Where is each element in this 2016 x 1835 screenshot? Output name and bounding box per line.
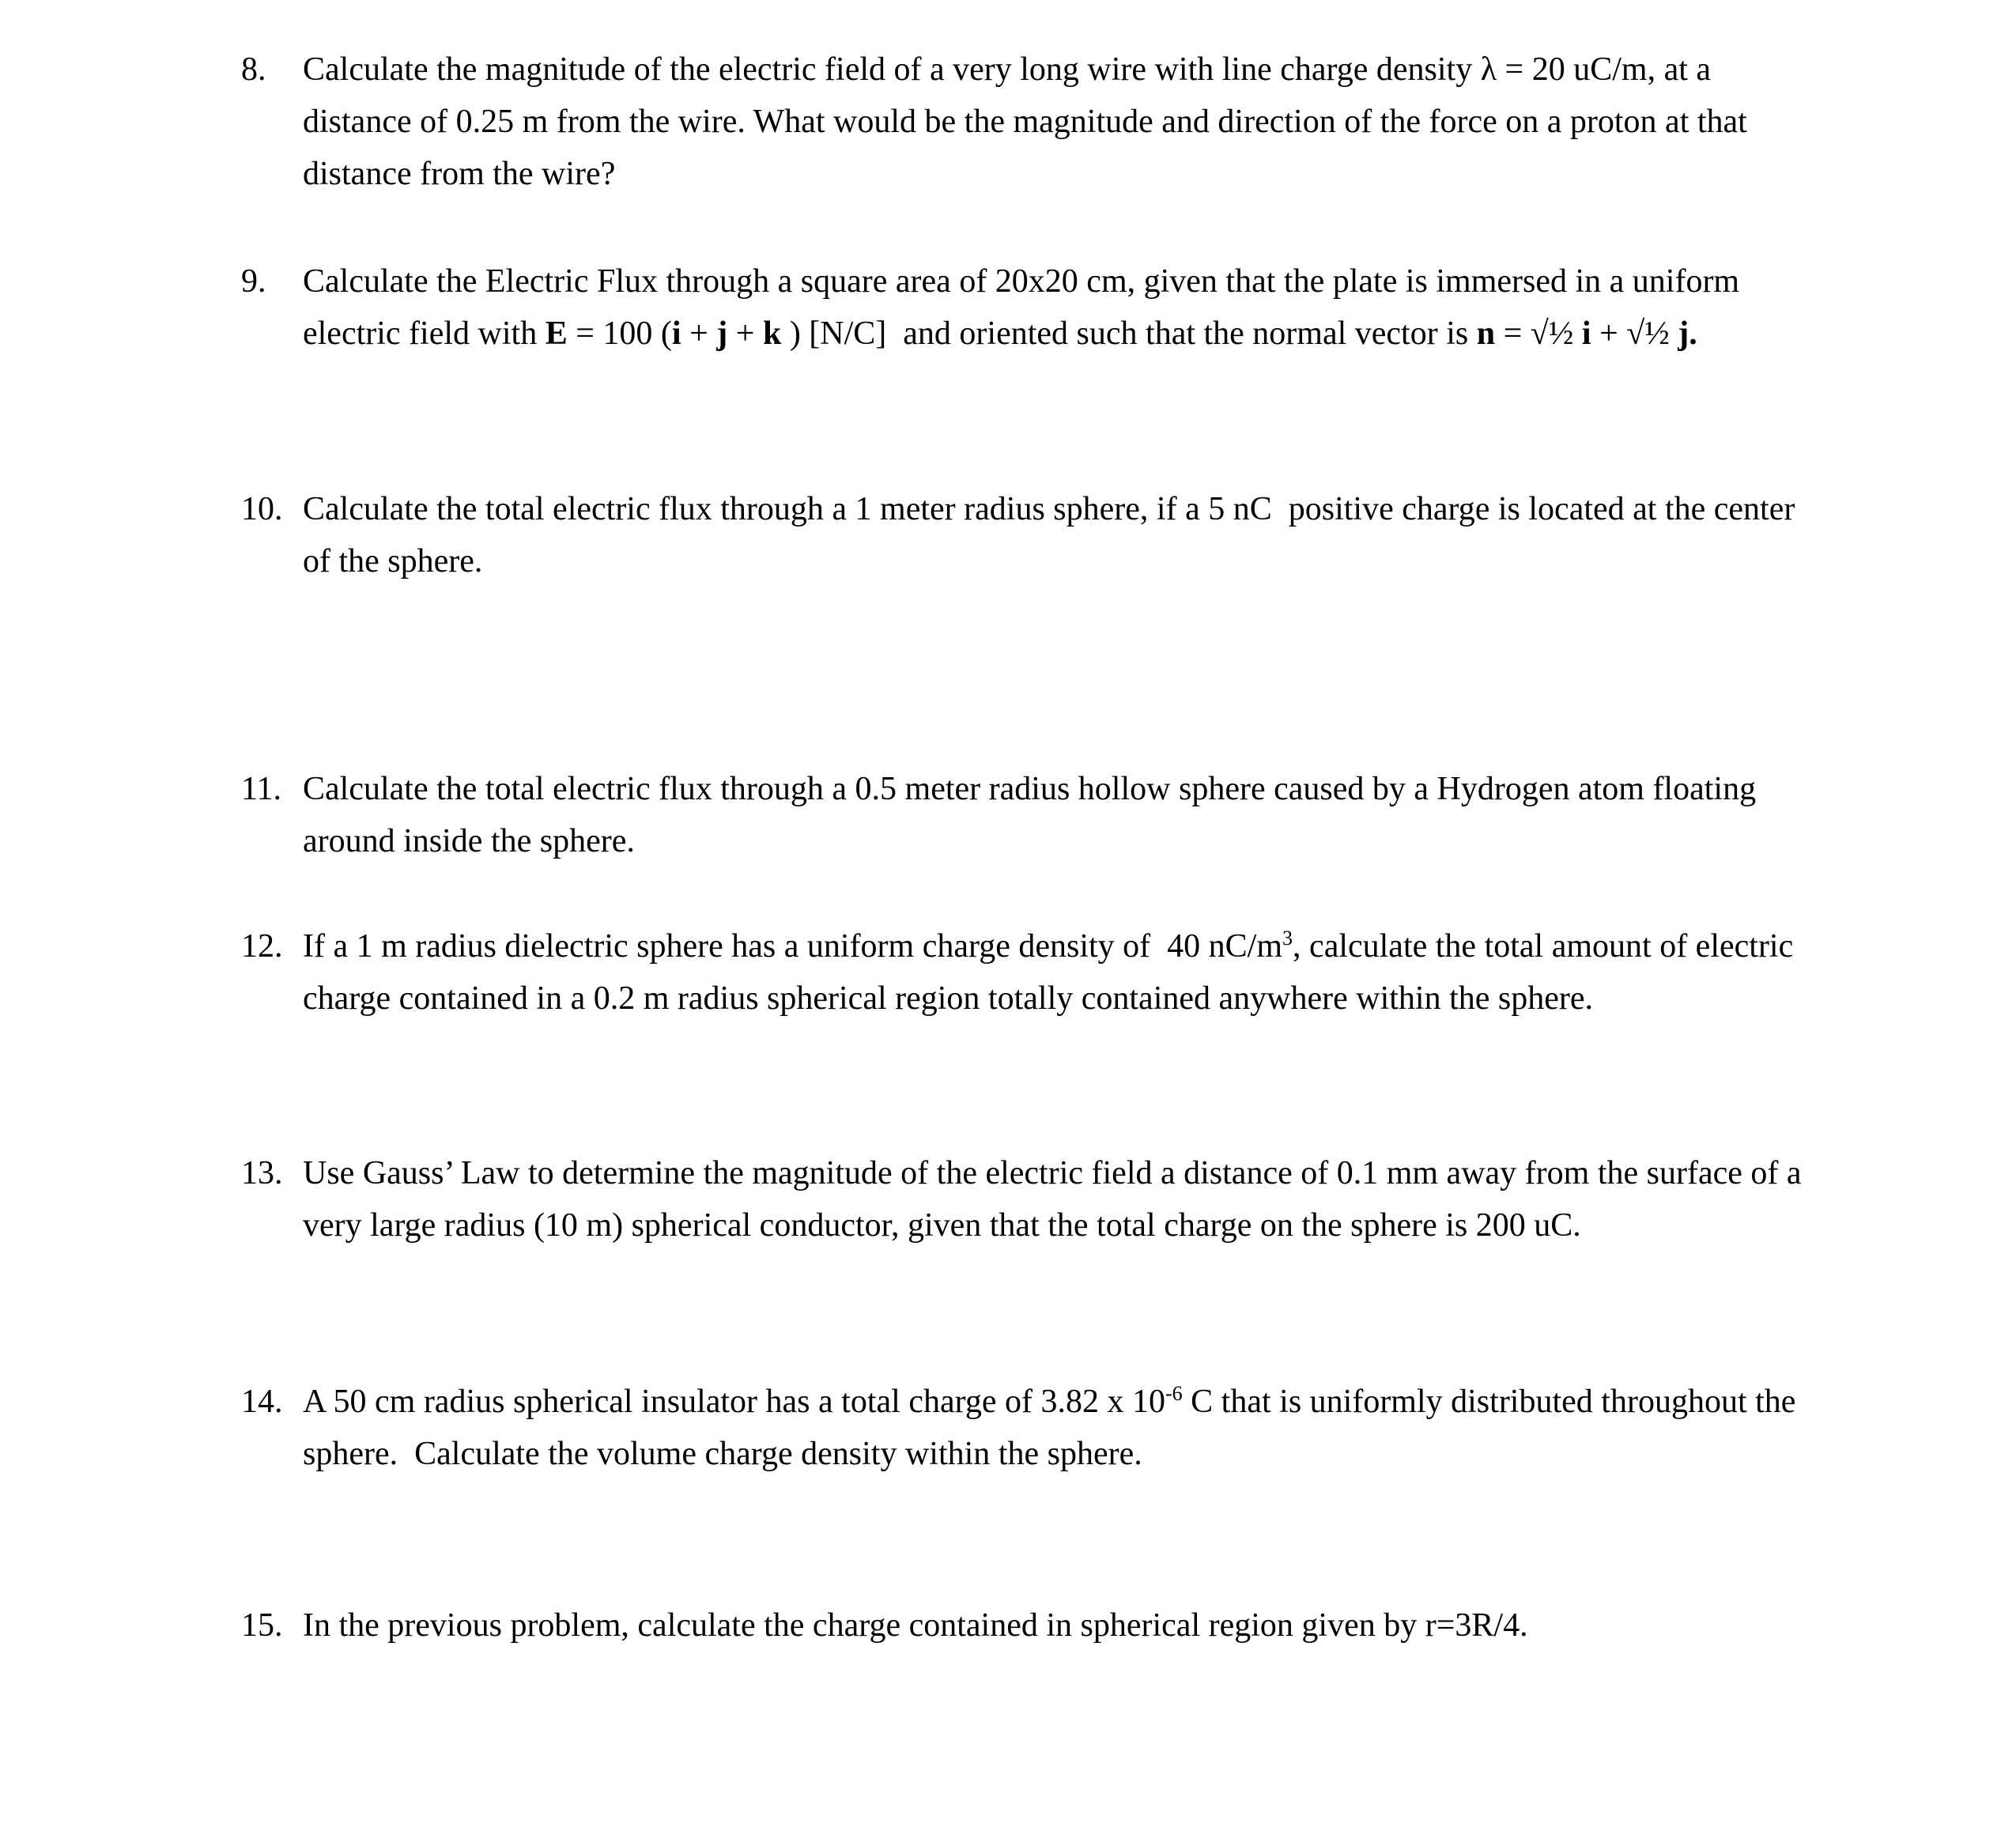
plain-text: C that is uniformly distributed throughout the sphere. Calculate the volume charge density within the sphere. (303, 1384, 1804, 1472)
problem-number: 11. (241, 771, 281, 807)
problem-item (241, 763, 1814, 867)
problem-number: 10. (241, 491, 283, 527)
problem-number: 12. (241, 928, 283, 965)
problem-number: 9. (241, 263, 266, 300)
problem-number: 14. (241, 1384, 283, 1420)
plain-text: + (681, 315, 717, 352)
problem-text (303, 483, 1814, 587)
plain-text: ) [N/C] and oriented such that the normal vector is (781, 315, 1477, 352)
plain-text: Calculate the Electric Flux through a square area of 20x20 cm, given that the plate is immersed in a uniform electric field with (303, 263, 1748, 352)
plain-text: Use Gauss’ Law to determine the magnitude of the electric field a distance of 0.1 mm away from the surface of a very large radius (10 m) spherical conductor, given that the total charge on the sphere is 200 uC. (303, 1155, 1810, 1244)
plain-text: Calculate the total electric flux through a 1 meter radius sphere, if a 5 nC positive charge is located at the center of the sphere. (303, 491, 1803, 580)
problem-list (241, 43, 1814, 1652)
problem-text (303, 763, 1814, 867)
problem-number: 8. (241, 51, 266, 88)
bold-text: n (1476, 315, 1496, 352)
plain-text: + √½ (1591, 315, 1678, 352)
problem-item (241, 255, 1814, 360)
bold-text: E (545, 315, 568, 352)
plain-text: = 100 ( (567, 315, 672, 352)
bold-text: i (671, 315, 681, 352)
problem-number: 15. (241, 1607, 283, 1644)
bold-text: j. (1678, 315, 1697, 352)
bold-text: k (762, 315, 782, 352)
problem-item (241, 1147, 1814, 1252)
plain-text: = √½ (1495, 315, 1582, 352)
problem-number: 13. (241, 1155, 283, 1191)
superscript-text: -6 (1165, 1382, 1183, 1405)
plain-text: + (727, 315, 763, 352)
superscript-text: 3 (1282, 927, 1293, 950)
problem-item (241, 1376, 1814, 1480)
problem-text (303, 1376, 1814, 1480)
problem-item (241, 920, 1814, 1025)
problem-item (241, 483, 1814, 587)
bold-text: j (716, 315, 728, 352)
problem-text (303, 920, 1814, 1025)
problem-text (303, 1599, 1814, 1652)
problem-item (241, 43, 1814, 200)
plain-text: In the previous problem, calculate the charge contained in spherical region given by r=3R/4. (303, 1607, 1528, 1644)
bold-text: i (1581, 315, 1591, 352)
problem-text (303, 255, 1814, 360)
plain-text: If a 1 m radius dielectric sphere has a uniform charge density of 40 nC/m (303, 928, 1283, 965)
plain-text: , calculate the total amount of electric charge contained in a 0.2 m radius spherical region totally contained anywhere within the sphere. (303, 928, 1802, 1017)
plain-text: Calculate the total electric flux through a 0.5 meter radius hollow sphere caused by a Hydrogen atom floating around inside the sphere. (303, 771, 1765, 859)
problem-item (241, 1599, 1814, 1652)
plain-text: Calculate the magnitude of the electric field of a very long wire with line charge density λ = 20 uC/m, at a distance of 0.25 m from the wire. What would be the magnitude and direction of the force on a proton at that distance from the wire? (303, 51, 1756, 192)
plain-text: A 50 cm radius spherical insulator has a total charge of 3.82 x 10 (303, 1384, 1165, 1420)
problem-text (303, 43, 1814, 200)
problem-text (303, 1147, 1814, 1252)
